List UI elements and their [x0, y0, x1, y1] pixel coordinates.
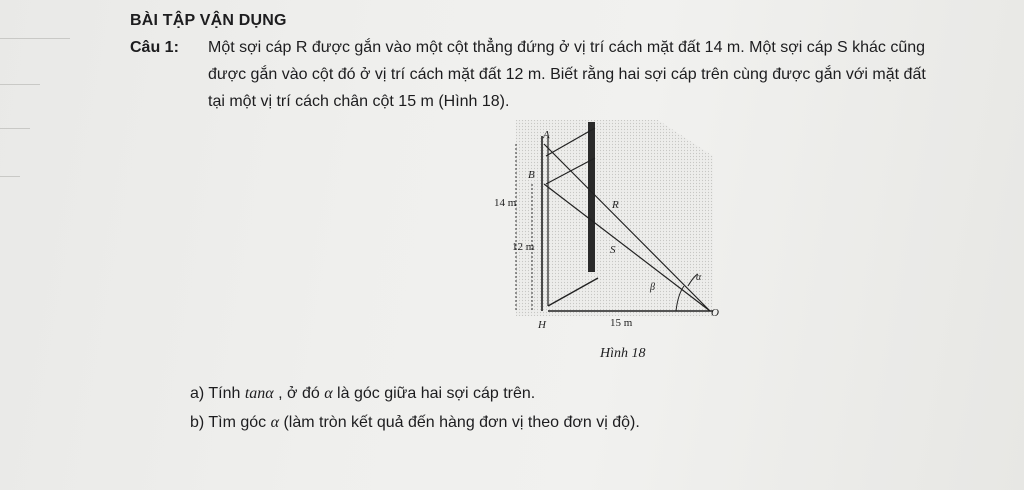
label-beta: β: [650, 282, 655, 293]
part-a-prefix: a) Tính: [190, 385, 245, 402]
question-line-2: được gắn vào cột đó ở vị trí cách mặt đất 12 m. Biết rằng hai sợi cáp trên cùng được gắn với mặt đất: [208, 66, 926, 83]
label-15m: 15 m: [610, 317, 633, 329]
label-b: B: [528, 169, 535, 181]
notebook-rule: [0, 176, 20, 177]
question-part-b: [190, 414, 640, 432]
label-o: O: [711, 307, 719, 319]
label-alpha: α: [696, 272, 702, 283]
notebook-rule: [0, 38, 70, 39]
question-label: Câu 1:: [130, 39, 179, 56]
label-h: H: [538, 319, 546, 331]
label-12m: 12 m: [512, 241, 535, 253]
question-line-3: tại một vị trí cách chân cột 15 m (Hình 18).: [208, 93, 510, 110]
question-line-1: Một sợi cáp R được gắn vào một cột thẳng đứng ở vị trí cách mặt đất 14 m. Một sợi cáp S khác cũng: [208, 39, 926, 56]
part-a-alpha: α: [324, 385, 333, 402]
notebook-rule: [0, 84, 40, 85]
question-part-a: [190, 385, 535, 403]
part-b-prefix: b) Tìm góc: [190, 414, 271, 431]
part-a-middle: , ở đó: [273, 385, 325, 402]
part-b-suffix: (làm tròn kết quả đến hàng đơn vị theo đơn vị độ).: [279, 414, 640, 431]
section-heading: BÀI TẬP VẬN DỤNG: [130, 12, 287, 29]
pole-support-bar: [588, 122, 595, 272]
figure-18: [488, 116, 748, 331]
figure-diagram: [488, 116, 748, 331]
label-r: R: [612, 199, 619, 211]
notebook-rule: [0, 128, 30, 129]
label-a: A: [543, 129, 550, 141]
part-b-alpha: α: [270, 414, 280, 431]
label-14m: 14 m: [494, 197, 517, 209]
figure-caption: Hình 18: [600, 346, 646, 361]
part-a-tan: tanα: [244, 385, 274, 402]
part-a-suffix: là góc giữa hai sợi cáp trên.: [332, 385, 536, 402]
label-s: S: [610, 244, 616, 256]
